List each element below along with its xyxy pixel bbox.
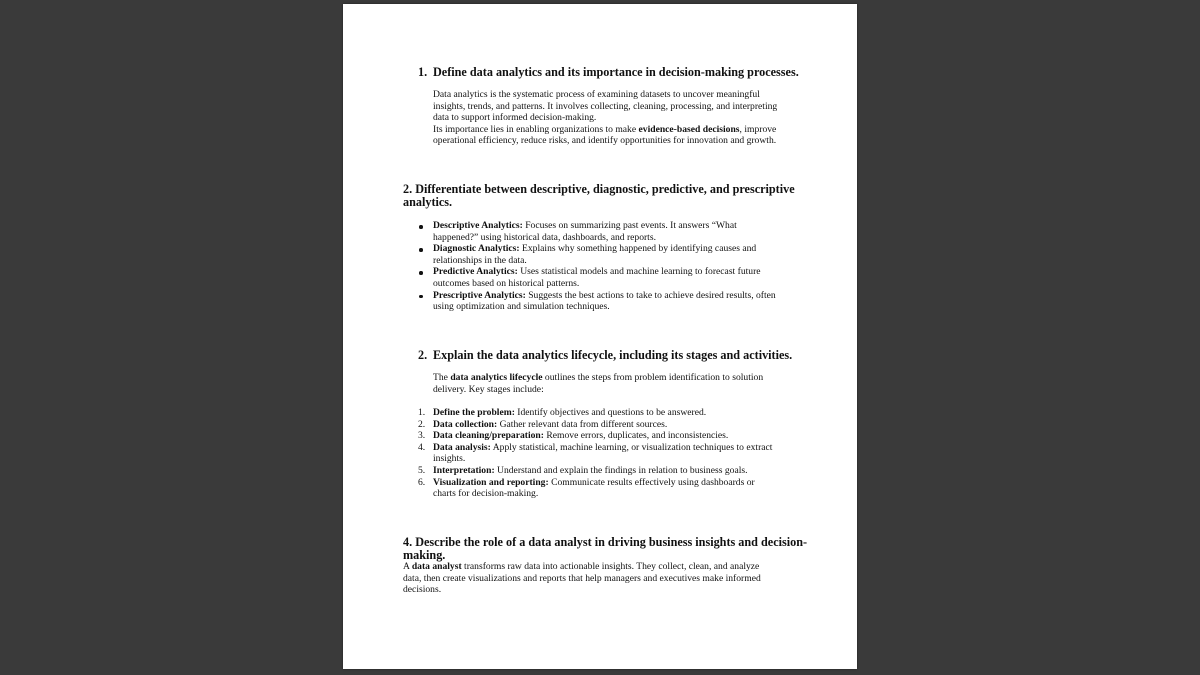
q3-intro-bold: data analytics lifecycle xyxy=(450,372,543,383)
q4-heading xyxy=(403,536,807,562)
stage-number: 2. xyxy=(418,418,426,430)
q1-para-line: Data analytics is the systematic process of examining datasets to uncover meaningful xyxy=(433,89,760,100)
list-item-line2: relationships in the data. xyxy=(433,254,527,266)
stage-text: Apply statistical, machine learning, or visualization techniques to extract xyxy=(490,441,773,453)
list-item-text: Focuses on summarizing past events. It answers “What xyxy=(522,220,737,231)
q4-para-line1 xyxy=(403,561,761,573)
q1-heading xyxy=(418,66,427,79)
stage-number: 3. xyxy=(418,430,426,442)
list-item-line2: happened?” using historical data, dashboards, and reports. xyxy=(433,231,656,243)
stage-label: Define the problem: xyxy=(433,407,515,418)
q4-para-bold: data analyst xyxy=(411,561,462,572)
q3-intro-line1 xyxy=(433,372,763,384)
stage-line1 xyxy=(433,465,772,477)
stage-label: Data cleaning/preparation: xyxy=(433,430,544,442)
q3-title: Explain the data analytics lifecycle, including its stages and activities. xyxy=(433,348,793,362)
list-item-text: Uses statistical models and machine learning to forecast future xyxy=(517,266,761,278)
stage-label: Visualization and reporting: xyxy=(433,476,549,488)
q2-list xyxy=(433,220,776,313)
stage-label: Data analysis: xyxy=(433,441,491,453)
stage-text: Communicate results effectively using dashboards or xyxy=(548,476,755,488)
stage-line1 xyxy=(433,407,772,419)
list-item-line2: using optimization and simulation techniques. xyxy=(433,301,610,313)
list-item-label: Prescriptive Analytics: xyxy=(433,289,526,301)
stage-number: 1. xyxy=(418,407,426,418)
stage-text: Identify objectives and questions to be answered. xyxy=(514,407,707,418)
q1-importance-line xyxy=(433,124,777,136)
list-item xyxy=(433,266,776,289)
q1-importance-post: , improve xyxy=(739,123,777,135)
q2-title-line1: 2. Differentiate between descriptive, diagnostic, predictive, and prescriptive xyxy=(403,182,795,196)
q1-para-line: insights, trends, and patterns. It involves collecting, cleaning, processing, and interpreting xyxy=(433,100,778,112)
stage-number: 5. xyxy=(418,464,426,476)
bullet-icon xyxy=(419,248,423,252)
list-item-label: Predictive Analytics: xyxy=(433,266,518,278)
q1-paragraph xyxy=(433,89,777,147)
q3-stage-list xyxy=(418,407,773,500)
list-item xyxy=(433,290,776,313)
document-page xyxy=(343,4,857,669)
q4-para-line3: decisions. xyxy=(403,584,442,596)
q1-importance-line2: operational efficiency, reduce risks, and identify opportunities for innovation and growth. xyxy=(433,135,777,147)
q4-title-line1: 4. Describe the role of a data analyst in driving business insights and decision- xyxy=(403,535,808,549)
q3-intro-pre: The xyxy=(433,372,451,383)
bullet-icon xyxy=(419,295,423,299)
list-item xyxy=(418,441,773,465)
stage-text: Gather relevant data from different sources. xyxy=(497,418,668,430)
q3-heading xyxy=(418,349,427,362)
list-item-line2: outcomes based on historical patterns. xyxy=(433,277,580,289)
list-item xyxy=(418,430,772,442)
q4-title-line2: making. xyxy=(403,548,446,562)
stage-text: Remove errors, duplicates, and inconsistencies. xyxy=(543,430,729,442)
stage-number: 6. xyxy=(418,476,426,488)
stage-text: Understand and explain the findings in relation to business goals. xyxy=(494,464,748,476)
q4-para-pre: A xyxy=(403,561,412,572)
q4-para-line2: data, then create visualizations and reports that help managers and executives make informed xyxy=(403,572,761,584)
q4-para-post: transforms raw data into actionable insights. They collect, clean, and analyze xyxy=(461,561,760,572)
q4-paragraph xyxy=(403,561,761,596)
stage-line1 xyxy=(433,477,772,489)
list-item-line1 xyxy=(433,243,776,255)
stage-label: Interpretation: xyxy=(433,464,495,476)
bullet-icon xyxy=(419,271,423,275)
q3-number: 2. xyxy=(418,348,428,362)
q3-intro xyxy=(433,372,763,395)
stage-line2: charts for decision-making. xyxy=(433,488,539,500)
q1-number: 1. xyxy=(418,65,428,79)
q2-heading xyxy=(403,183,795,209)
list-item xyxy=(418,476,772,500)
q1-title: Define data analytics and its importance in decision-making processes. xyxy=(433,65,799,79)
list-item-label: Diagnostic Analytics: xyxy=(433,243,520,255)
list-item xyxy=(418,464,772,477)
q2-title-line2: analytics. xyxy=(403,195,453,209)
stage-line1 xyxy=(433,430,772,442)
q3-intro-line2: delivery. Key stages include: xyxy=(433,383,544,395)
list-item-text: Suggests the best actions to take to achieve desired results, often xyxy=(525,289,776,301)
list-item xyxy=(433,243,776,266)
list-item xyxy=(418,418,772,431)
list-item xyxy=(418,407,772,419)
stage-number: 4. xyxy=(418,441,426,453)
list-item xyxy=(433,220,776,243)
stage-line1 xyxy=(433,419,772,431)
bullet-icon xyxy=(419,225,423,229)
list-item-line1 xyxy=(433,220,776,232)
list-item-label: Descriptive Analytics: xyxy=(433,220,523,231)
q1-importance-pre: Its importance lies in enabling organizations to make xyxy=(433,123,639,135)
list-item-line1 xyxy=(433,266,776,278)
q1-importance-bold: evidence-based decisions xyxy=(638,123,740,135)
list-item-text: Explains why something happened by identifying causes and xyxy=(519,243,757,255)
stage-line1 xyxy=(433,442,772,454)
q3-intro-post: outlines the steps from problem identification to solution xyxy=(542,372,764,383)
stage-label: Data collection: xyxy=(433,418,498,430)
list-item-line1 xyxy=(433,290,776,302)
q1-para-line: data to support informed decision-making. xyxy=(433,112,597,124)
stage-line2: insights. xyxy=(433,453,466,465)
